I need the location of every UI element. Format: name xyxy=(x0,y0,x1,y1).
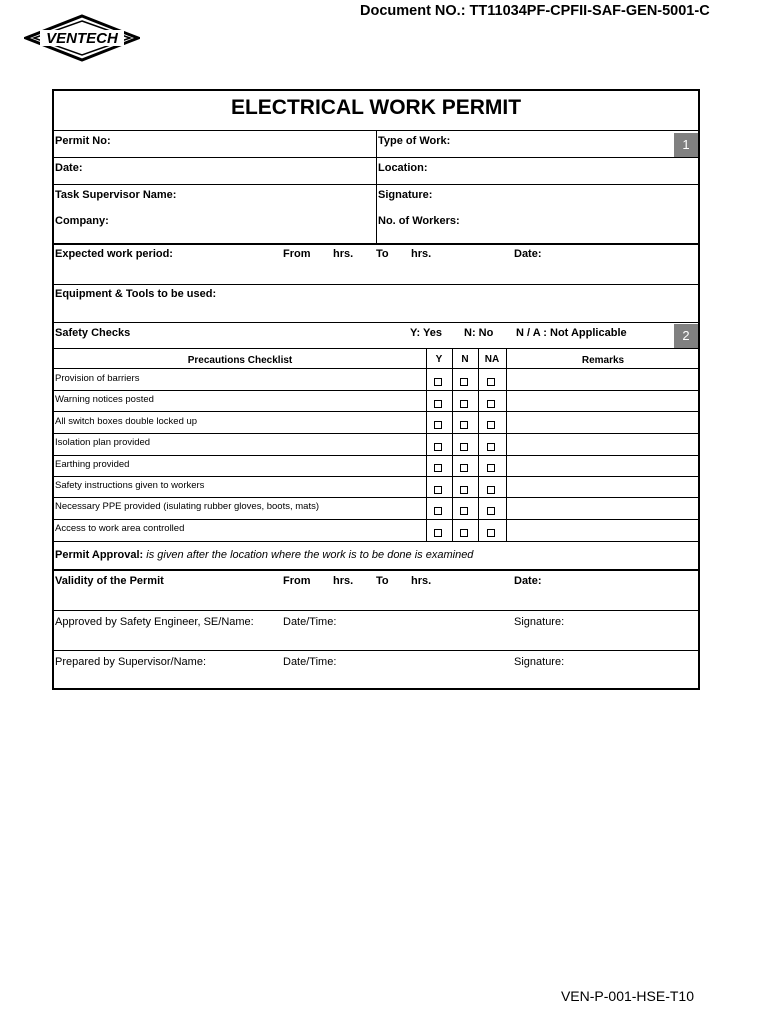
safety-checks-label: Safety Checks xyxy=(55,327,131,339)
type-of-work-label: Type of Work: xyxy=(378,135,451,147)
section-number-2: 2 xyxy=(674,324,698,348)
legend-no: N: No xyxy=(464,327,494,339)
location-label: Location: xyxy=(378,162,428,174)
checkbox-na[interactable] xyxy=(487,486,495,494)
signature-label: Signature: xyxy=(378,189,433,201)
checkbox-n[interactable] xyxy=(460,421,468,429)
col-precautions-checklist: Precautions Checklist xyxy=(187,355,293,366)
checkbox-na[interactable] xyxy=(487,507,495,515)
approved-by-label: Approved by Safety Engineer, SE/Name: xyxy=(55,616,254,628)
col-na: NA xyxy=(484,354,500,365)
no-of-workers-label: No. of Workers: xyxy=(378,215,460,227)
checklist-item: Safety instructions given to workers xyxy=(55,480,205,491)
checklist-item: All switch boxes double locked up xyxy=(55,416,198,427)
work-period-hrs-to: hrs. xyxy=(411,248,432,260)
permit-approval-label: Permit Approval: xyxy=(55,549,144,561)
checkbox-na[interactable] xyxy=(487,378,495,386)
legend-yes: Y: Yes xyxy=(410,327,443,339)
footer-document-code: VEN-P-001-HSE-T10 xyxy=(560,988,694,1004)
legend-na: N / A : Not Applicable xyxy=(516,327,627,339)
form-title: ELECTRICAL WORK PERMIT xyxy=(230,96,522,119)
permit-approval xyxy=(55,549,473,562)
validity-hrs-from: hrs. xyxy=(333,575,354,587)
document-number: Document NO.: TT11034PF-CPFII-SAF-GEN-5001-C xyxy=(360,3,710,19)
validity-date: Date: xyxy=(514,575,542,587)
checklist-item: Access to work area controlled xyxy=(55,523,185,534)
checklist-item: Necessary PPE provided (isulating rubber gloves, boots, mats) xyxy=(55,501,320,512)
approved-datetime: Date/Time: xyxy=(283,616,337,628)
checkbox-na[interactable] xyxy=(487,464,495,472)
checkbox-y[interactable] xyxy=(434,400,442,408)
col-remarks: Remarks xyxy=(581,355,625,366)
checkbox-y[interactable] xyxy=(434,486,442,494)
checkbox-na[interactable] xyxy=(487,400,495,408)
checklist-item: Earthing provided xyxy=(55,459,130,470)
work-period-label: Expected work period: xyxy=(55,248,173,260)
equipment-label: Equipment & Tools to be used: xyxy=(55,288,217,300)
permit-approval-text: is given after the location where the work is to be done is examined xyxy=(146,549,474,561)
checkbox-y[interactable] xyxy=(434,443,442,451)
col-n: N xyxy=(461,354,469,365)
prepared-by-label: Prepared by Supervisor/Name: xyxy=(55,656,207,668)
validity-to: To xyxy=(376,575,389,587)
validity-label: Validity of the Permit xyxy=(55,575,164,587)
approved-signature: Signature: xyxy=(514,616,565,628)
prepared-signature: Signature: xyxy=(514,656,565,668)
checkbox-n[interactable] xyxy=(460,443,468,451)
work-period-from: From xyxy=(283,248,311,260)
permit-no-label: Permit No: xyxy=(55,135,111,147)
work-period-to: To xyxy=(376,248,389,260)
validity-hrs-to: hrs. xyxy=(411,575,432,587)
checklist-item: Isolation plan provided xyxy=(55,437,151,448)
logo-text: VENTECH xyxy=(46,30,118,47)
col-y: Y xyxy=(435,354,443,365)
date-label: Date: xyxy=(55,162,83,174)
prepared-datetime: Date/Time: xyxy=(283,656,337,668)
checkbox-y[interactable] xyxy=(434,378,442,386)
ventech-logo xyxy=(24,14,140,62)
validity-from: From xyxy=(283,575,311,587)
section-number-1: 1 xyxy=(674,133,698,157)
checklist-item: Warning notices posted xyxy=(55,394,154,405)
checkbox-na[interactable] xyxy=(487,421,495,429)
checkbox-n[interactable] xyxy=(460,507,468,515)
checkbox-na[interactable] xyxy=(487,443,495,451)
checklist-item: Provision of barriers xyxy=(55,373,140,384)
work-period-hrs-from: hrs. xyxy=(333,248,354,260)
checkbox-n[interactable] xyxy=(460,486,468,494)
checkbox-y[interactable] xyxy=(434,464,442,472)
task-supervisor-label: Task Supervisor Name: xyxy=(55,189,177,201)
company-label: Company: xyxy=(55,215,109,227)
checkbox-y[interactable] xyxy=(434,507,442,515)
checkbox-n[interactable] xyxy=(460,464,468,472)
checkbox-n[interactable] xyxy=(460,400,468,408)
checkbox-y[interactable] xyxy=(434,529,442,537)
checkbox-na[interactable] xyxy=(487,529,495,537)
checkbox-n[interactable] xyxy=(460,378,468,386)
checkbox-n[interactable] xyxy=(460,529,468,537)
permit-form xyxy=(52,89,700,690)
checkbox-y[interactable] xyxy=(434,421,442,429)
work-period-date: Date: xyxy=(514,248,542,260)
